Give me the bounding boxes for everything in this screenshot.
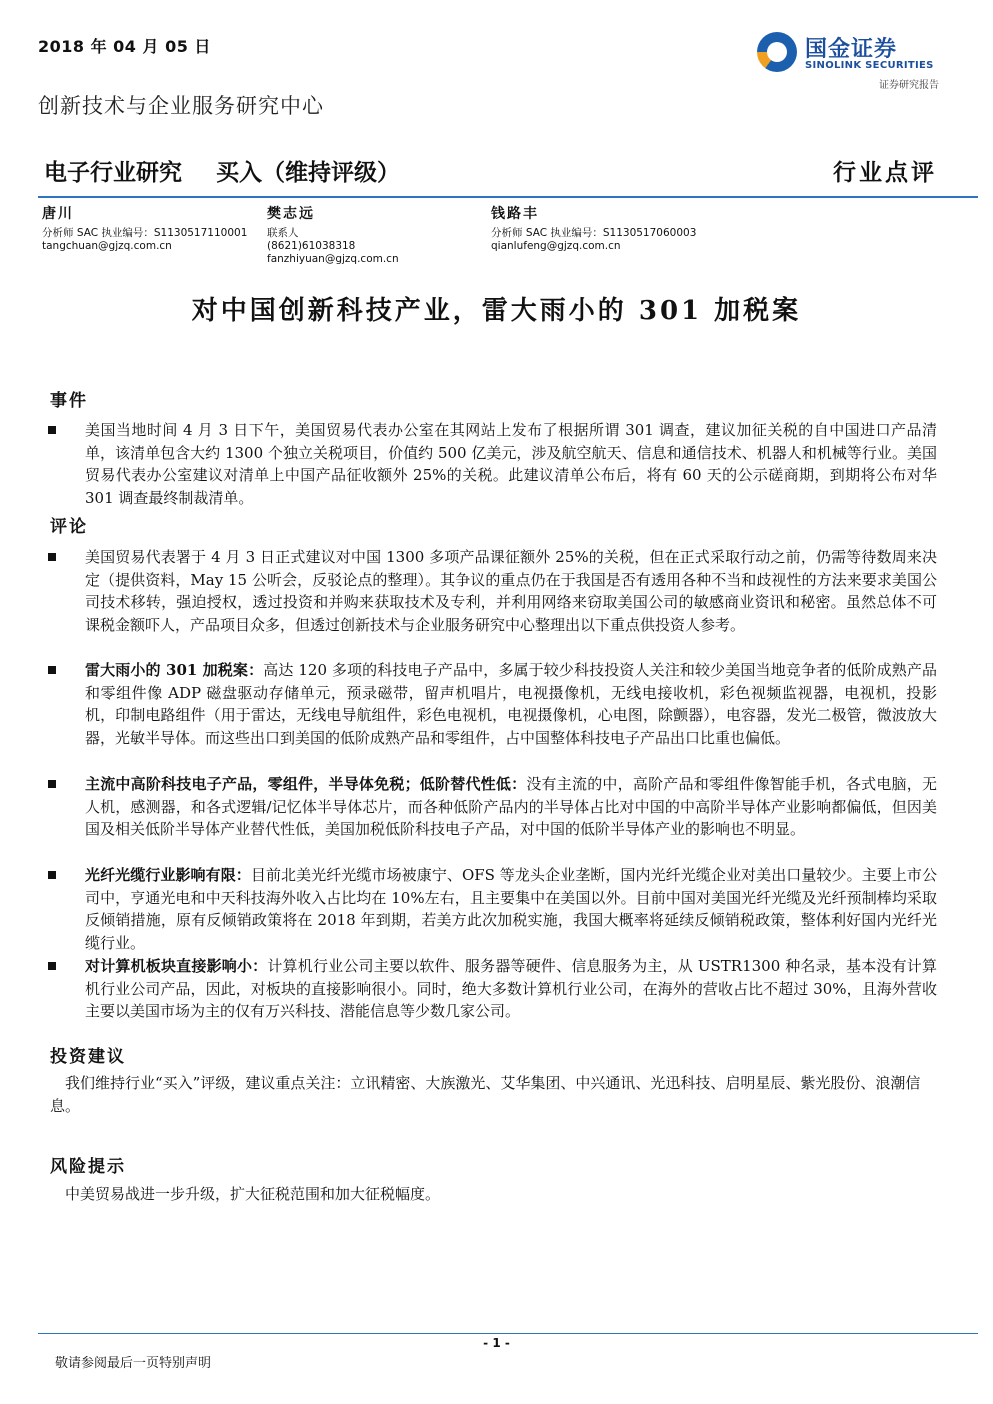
comment-paragraph xyxy=(85,546,937,636)
paragraph-lead: 光纤光缆行业影响有限： xyxy=(85,866,251,884)
bullet-icon xyxy=(48,553,56,561)
paragraph-lead: 对计算机板块直接影响小： xyxy=(85,957,268,975)
paragraph-lead: 主流中高阶科技电子产品，零组件，半导体免税；低阶替代性低： xyxy=(85,775,527,793)
author-email: tangchuan@gjzq.com.cn xyxy=(42,240,172,252)
report-title: 对中国创新科技产业，雷大雨小的 301 加税案 xyxy=(191,296,802,326)
comment-paragraph xyxy=(85,659,937,749)
bullet-icon xyxy=(48,962,56,970)
comment-paragraph xyxy=(85,955,937,1023)
section-heading-comment: 评论 xyxy=(50,517,88,537)
bullet-icon xyxy=(48,780,56,788)
invest-paragraph: 我们维持行业“买入”评级，建议重点关注：立讯精密、大族激光、艾华集团、中兴通讯、光迅科技、启明星辰、紫光股份、浪潮信息。 xyxy=(50,1074,921,1115)
author-email: fanzhiyuan@gjzq.com.cn xyxy=(267,253,399,265)
event-paragraph xyxy=(85,419,937,509)
paragraph-text: 没有主流的中，高阶产品和零组件像智能手机，各式电脑，无人机，感测器，和各式逻辑/记忆体半导体芯片，而各种低阶产品内的半导体占比对中国的中高阶半导体产业影响都偏低，但因美国及相关低阶半导体产业替代性低，美国加税低阶科技电子产品，对中国的低阶半导体产业的影响也不明显。 xyxy=(85,775,937,838)
paragraph-text: 美国贸易代表署于 4 月 3 日正式建议对中国 1300 多项产品课征额外 25%的关税，但在正式采取行动之前，仍需等待数周来决定（提供资料，May 15 公听会，反驳论点的整理）。其争议的重点仍在于我国是否有透用各种不当和歧视性的方法来要求美国公司技术移转，强迫授权，透过投资和并购来获取技术及专利，并利用网络来窃取美国公司的敏感商业资讯和秘密。虽然总体不可课税金额吓人，产品项目众多，但透过创新技术与企业服务研究中心整理出以下重点供投资人参考。 xyxy=(85,548,937,634)
rating-bar xyxy=(44,154,426,187)
comment-paragraph xyxy=(85,773,937,841)
logo-en-text: SINOLINK SECURITIES xyxy=(805,60,934,71)
brand-logo xyxy=(757,30,947,90)
author-credential: 联系人 xyxy=(267,227,299,239)
section-heading-invest: 投资建议 xyxy=(50,1047,126,1067)
rating-label: 买入（维持评级） xyxy=(216,160,401,186)
author-block xyxy=(42,208,247,253)
report-date: 2018 年 04 月 05 日 xyxy=(38,37,211,56)
author-email: qianlufeng@gjzq.com.cn xyxy=(491,240,621,252)
research-center-name: 创新技术与企业服务研究中心 xyxy=(38,94,324,118)
author-name: 唐川 xyxy=(42,206,74,222)
section-heading-risk: 风险提示 xyxy=(50,1157,126,1177)
author-phone: (8621)61038318 xyxy=(267,240,356,252)
footer-divider xyxy=(38,1333,978,1334)
research-label: 电子行业研究 xyxy=(44,160,182,186)
paragraph-text: 高达 120 多项的科技电子产品中，多属于较少科技投资人关注和较少美国当地竞争者的低阶成熟产品和零组件像 ADP 磁盘驱动存储单元，预录磁带，留声机唱片，电视摄像机，无线电接收机，彩色视频监视器，电视机，投影机，印制电路组件（用于雷达，无线电导航组件，彩色电视机，电视摄像机，心电图，除颤器），电容器，发光二极管，微波放大器，光敏半导体。而这些出口到美国的低阶成熟产品和零组件，占中国整体科技电子产品出口比重也偏低。 xyxy=(85,661,937,747)
paragraph-lead: 雷大雨小的 301 加税案： xyxy=(85,661,264,679)
report-type-tag: 行业点评 xyxy=(833,159,937,186)
author-name: 樊志远 xyxy=(267,206,315,222)
logo-mark-icon xyxy=(757,32,797,72)
author-block xyxy=(267,208,399,266)
author-credential: 分析师 SAC 执业编号：S1130517060003 xyxy=(491,227,697,239)
bullet-icon xyxy=(48,871,56,879)
bullet-icon xyxy=(48,426,56,434)
risk-paragraph: 中美贸易战进一步升级，扩大征税范围和加大征税幅度。 xyxy=(65,1185,441,1203)
paragraph-text: 目前北美光纤光缆市场被康宁、OFS 等龙头企业垄断，国内光纤光缆企业对美出口量较少。主要上市公司中，亨通光电和中天科技海外收入占比均在 10%左右，且主要集中在美国以外。目前中国对美国光纤光缆及光纤预制棒均采取反倾销措施，原有反倾销政策将在 2018 年到期，若美方此次加税实施，我国大概率将延续反倾销税政策，整体利好国内光纤光缆行业。 xyxy=(85,866,937,952)
author-block xyxy=(491,208,696,253)
footer-disclaimer: 敬请参阅最后一页特别声明 xyxy=(55,1356,212,1371)
logo-cn-text: 国金证券 xyxy=(805,37,898,62)
author-credential: 分析师 SAC 执业编号：S1130517110001 xyxy=(42,227,248,239)
comment-paragraph xyxy=(85,864,937,954)
author-name: 钱路丰 xyxy=(491,206,539,222)
paragraph-text: 美国当地时间 4 月 3 日下午，美国贸易代表办公室在其网站上发布了根据所谓 301 调查，建议加征关税的自中国进口产品清单，该清单包含大约 1300 个独立关税项目，价值约 500 亿美元，涉及航空航天、信息和通信技术、机器人和机械等行业。美国贸易代表办公室建议对清单上中国产品征收额外 25%的关税。此建议清单公布后，将有 60 天的公示磋商期，到期将公布对华 301 调查最终制裁清单。 xyxy=(85,421,937,507)
logo-subtitle: 证券研究报告 xyxy=(879,80,939,91)
page-number: - 1 - xyxy=(483,1336,510,1350)
header-divider xyxy=(38,196,978,198)
section-heading-event: 事件 xyxy=(50,391,88,411)
bullet-icon xyxy=(48,666,56,674)
paragraph-text: 计算机行业公司主要以软件、服务器等硬件、信息服务为主，从 USTR1300 种名录，基本没有计算机行业公司产品，因此，对板块的直接影响很小。同时，绝大多数计算机行业公司，在海外的营收占比不超过 30%，且海外营收主要以美国市场为主的仅有万兴科技、潜能信息等少数几家公司。 xyxy=(85,957,937,1020)
